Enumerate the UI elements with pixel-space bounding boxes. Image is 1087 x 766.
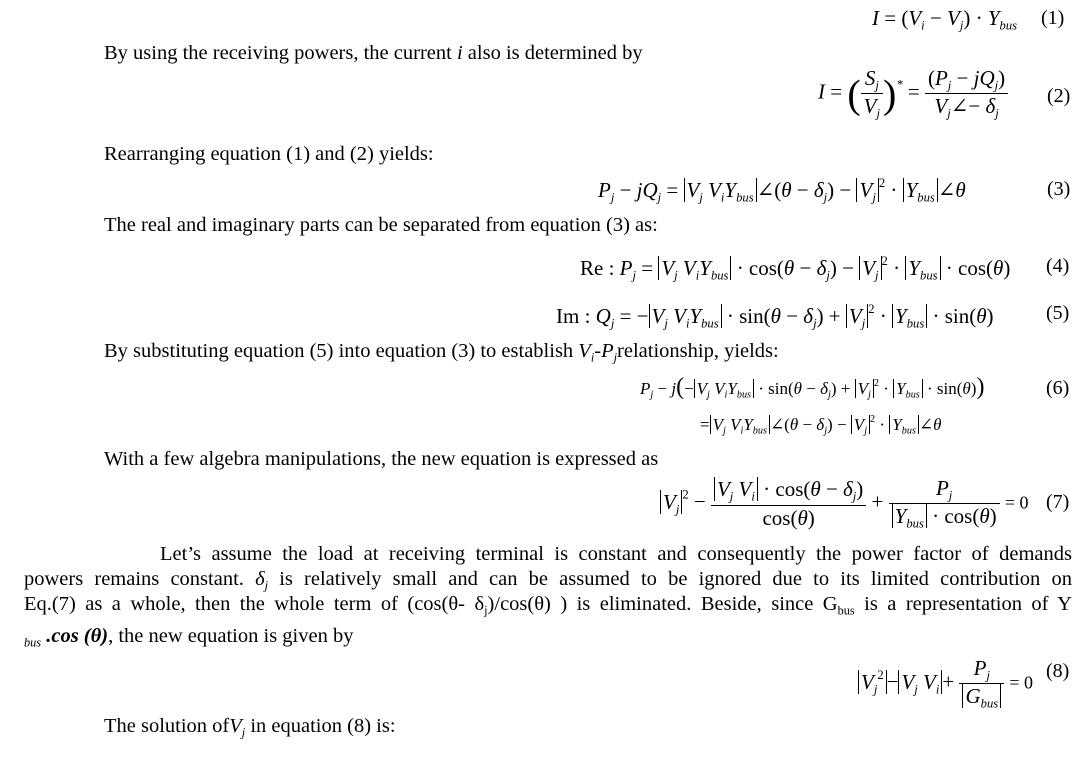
paragraph-assume-line-4: $_{bus}$ .cos (θ), the new equation is given by xyxy=(24,625,354,650)
paragraph-algebra: With a few algebra manipulations, the new equation is expressed as xyxy=(104,448,659,470)
equation-6-line-1: $P_j - j(- V_j$ $V_iY_{bus} \cdot \sin(\theta - \delta_j) + V_j^2 \cdot Y_{bus} \cdot \sin(\theta)$) xyxy=(640,374,985,401)
paragraph-assume-line-1: Let’s assume the load at receiving terminal is constant and consequently the power factor of demands xyxy=(160,543,1072,565)
equation-3: $P_j - jQ_j = V_j$ $V_iY_{bus}$ ∠(θ − $\delta_j) - V_j^2 \cdot Y_{bus}$ ∠θ xyxy=(598,176,966,205)
equation-number-1: (1) xyxy=(1041,7,1065,29)
equation-number-7: (7) xyxy=(1046,491,1070,513)
paragraph-rearranging: Rearranging equation (1) and (2) yields: xyxy=(104,143,434,165)
paragraph-real-imag: The real and imaginary parts can be separated from equation (3) as: xyxy=(104,214,658,236)
paragraph-assume-line-2: powers remains constant. $\delta_j$ is relatively small and can be assumed to be ignored due to its limited contribution on xyxy=(24,568,1072,593)
equation-number-6: (6) xyxy=(1046,377,1070,399)
equation-6-line-2: = $V_j$ $V_iY_{bus}$ ∠(θ − $\delta_j) - V_j^2 \cdot Y_{bus}$ ∠θ xyxy=(700,414,942,437)
equation-number-2: (2) xyxy=(1047,85,1071,107)
equation-number-4: (4) xyxy=(1046,255,1070,277)
equation-2: I = ( $\frac{S_j}{V_j}$ )* = $\frac{(P_j - jQ_j)}{V_j\angle- \delta_j}$ xyxy=(818,66,1008,122)
equation-number-8: (8) xyxy=(1046,660,1070,682)
equation-number-5: (5) xyxy=(1046,302,1070,324)
equation-5: Im : $Q_j$ = − $V_j$ $V_iY_{bus} \cdot \sin(\theta - \delta_j) + V_j^2 \cdot Y_{bus} \cdot \sin(\theta)$ xyxy=(556,302,994,331)
equation-8: $V_j^2 - V_j$ $V_i$ + $\frac{P_j}{G_{bus}}$ = 0 xyxy=(858,656,1033,712)
equation-4: Re : $P_j = V_j$ $V_iY_{bus} \cdot \cos(\theta - \delta_j) - V_j^2 \cdot Y_{bus} \cdot \cos(\theta)$ xyxy=(580,254,1011,283)
paragraph-current: By using the receiving powers, the current i also is determined by xyxy=(104,42,643,64)
paragraph-solution: The solution ofV$_j$ in equation (8) is: xyxy=(104,715,396,740)
equation-7: $V_j^2$ − $\frac{V_j V_i \cdot \cos(\theta - \delta_j)}{\cos(\theta)}$ + $\frac{P_j}{Y_{bus} \cdot \cos(\theta)}$ = 0 xyxy=(660,476,1029,532)
equation-1: $I = (V_i - V_j) \cdot Y_{bus}$ xyxy=(872,6,1018,33)
equation-number-3: (3) xyxy=(1047,178,1071,200)
paragraph-assume-line-3: Eq.(7) as a whole, then the whole term of (cos(θ- $\delta_j)/\cos(\theta)$ ) is eliminated. Beside, since $G_{bus}$ is a representation of Y xyxy=(24,593,1072,618)
paragraph-substituting: By substituting equation (5) into equation (3) to establish $V_i-P_jrelationship$, yields: xyxy=(104,340,779,365)
